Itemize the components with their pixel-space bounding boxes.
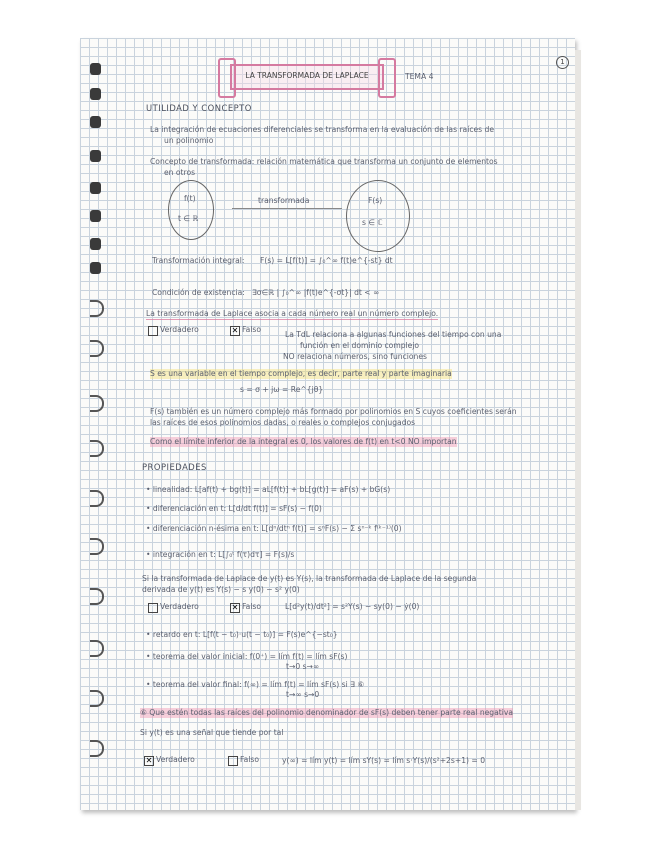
transform-arrow: [232, 208, 342, 209]
true-checkbox-checked: ✕: [145, 756, 153, 765]
paragraph-line: en otros: [164, 168, 196, 177]
paragraph-line: La integración de ecuaciones diferenciales se transforma en la evaluación de las raíces de: [150, 125, 495, 134]
page-number: 1: [556, 56, 569, 69]
question-line: Si la transformada de Laplace de y(t) es Y(s), la transformada de Laplace de la segunda: [142, 574, 477, 583]
title-banner: [230, 64, 384, 90]
answer-formula: y(∞) = lím y(t) = lím sY(s) = lím s·Y(s)/(s²+2s+1) = 0: [282, 756, 486, 765]
true-checkbox: [148, 603, 158, 613]
existence-formula: ∃σ∈ℝ | ∫₀^∞ |f(t)e^{-σt}| dt < ∞: [252, 288, 380, 297]
laplace-function: F(s): [368, 196, 383, 205]
binder-hole: [90, 238, 101, 250]
s-domain: s ∈ ℂ: [362, 218, 383, 227]
limit-subscripts: t→0 s→∞: [286, 662, 320, 671]
false-checkbox-checked: ✕: [231, 603, 239, 612]
property-delay: • retardo en t: L[f(t − t₀)·u(t − t₀)] = F(s)e^{−st₀}: [146, 630, 338, 639]
property-initial-value: • teorema del valor inicial: f(0⁺) = lím f(t) = lím sF(s): [146, 652, 348, 661]
answer-line: NO relaciona números, sino funciones: [283, 352, 427, 361]
question-statement: La transformada de Laplace asocia a cada número real un número complejo.: [146, 309, 439, 318]
page-edge: [575, 50, 581, 810]
true-label: Verdadero: [160, 602, 199, 611]
binder-hole: [90, 88, 101, 100]
limit-note: Como el límite inferior de la integral es 0, los valores de f(t) en t<0 NO importan: [150, 437, 457, 446]
question-line: derivada de y(t) es Y(s) − s y(0) − s² y(0): [142, 585, 300, 594]
answer-formula: L[d²y(t)/dt²] = s²Y(s) − sy(0) − ẏ(0): [285, 602, 420, 611]
paragraph-line: Concepto de transformada: relación matemática que transforma un conjunto de elementos: [150, 157, 498, 166]
section-heading: PROPIEDADES: [142, 462, 207, 472]
true-label: Verdadero: [156, 755, 195, 764]
binder-hole: [90, 116, 101, 128]
paragraph-line: un polinomio: [164, 136, 214, 145]
answer-line: La TdL relaciona a algunas funciones del tiempo con una: [285, 330, 502, 339]
property-differentiation: • diferenciación en t: L[d/dt f(t)] = sF(s) − f(0): [146, 504, 322, 513]
binder-hole: [90, 182, 101, 194]
binder-hole: [90, 210, 101, 222]
true-label: Verdadero: [160, 325, 199, 334]
property-integration: • integración en t: L[∫₀ᵗ f(τ)dτ] = F(s)/s: [146, 550, 295, 559]
property-final-value: • teorema del valor final: f(∞) = lím f(t) = lím sF(s) si ∃ ⑥: [146, 680, 365, 689]
topic-label: TEMA 4: [405, 72, 434, 81]
section-heading: UTILIDAD Y CONCEPTO: [146, 103, 252, 113]
true-checkbox: [148, 326, 158, 336]
arrow-label: transformada: [258, 196, 310, 205]
false-label: Falso: [240, 755, 260, 764]
s-variable-note: S es una variable en el tiempo complejo, es decir, parte real y parte imaginaria: [150, 369, 452, 378]
time-function: f(t): [184, 194, 196, 203]
binder-hole: [90, 150, 101, 162]
property-linearity: • linealidad: L[af(t) + bg(t)] = aL[f(t)] + bL[g(t)] = aF(s) + bG(s): [146, 485, 391, 494]
s-domain-oval: [346, 180, 410, 252]
integral-label: Transformación integral:: [152, 256, 245, 265]
limit-subscripts: t→∞ s→0: [286, 690, 320, 699]
condition-note: ⑥ Que estén todas las raíces del polinomio denominador de sF(s) deben tener parte real negativa: [140, 708, 514, 717]
fs-note-line: F(s) también es un número complejo más formado por polinomios en S cuyos coeficientes serán: [150, 407, 517, 416]
question-line: Si y(t) es una señal que tiende por tal: [140, 728, 284, 737]
binder-hole: [90, 262, 101, 274]
time-domain-oval: [168, 180, 214, 240]
false-label: Falso: [242, 325, 262, 334]
answer-line: función en el dominio complejo: [300, 341, 420, 350]
property-nth-differentiation: • diferenciación n-ésima en t: L[dⁿ/dtⁿ f(t)] = sⁿF(s) − Σ sⁿ⁻ᵏ f⁽ᵏ⁻¹⁾(0): [146, 524, 402, 533]
time-domain: t ∈ ℝ: [178, 214, 199, 223]
fs-note-line: las raíces de esos polinomios dadas, o reales o complejos conjugados: [150, 418, 416, 427]
integral-formula: F(s) = L[f(t)] = ∫₀^∞ f(t)e^{-st} dt: [260, 256, 393, 265]
page-title: LA TRANSFORMADA DE LAPLACE: [245, 71, 369, 80]
s-formula: s = σ + jω = Re^{jθ}: [240, 385, 324, 394]
binder-hole: [90, 63, 101, 75]
false-checkbox-checked: ✕: [231, 326, 239, 335]
false-label: Falso: [242, 602, 262, 611]
false-checkbox: [228, 756, 238, 766]
existence-label: Condición de existencia:: [152, 288, 245, 297]
